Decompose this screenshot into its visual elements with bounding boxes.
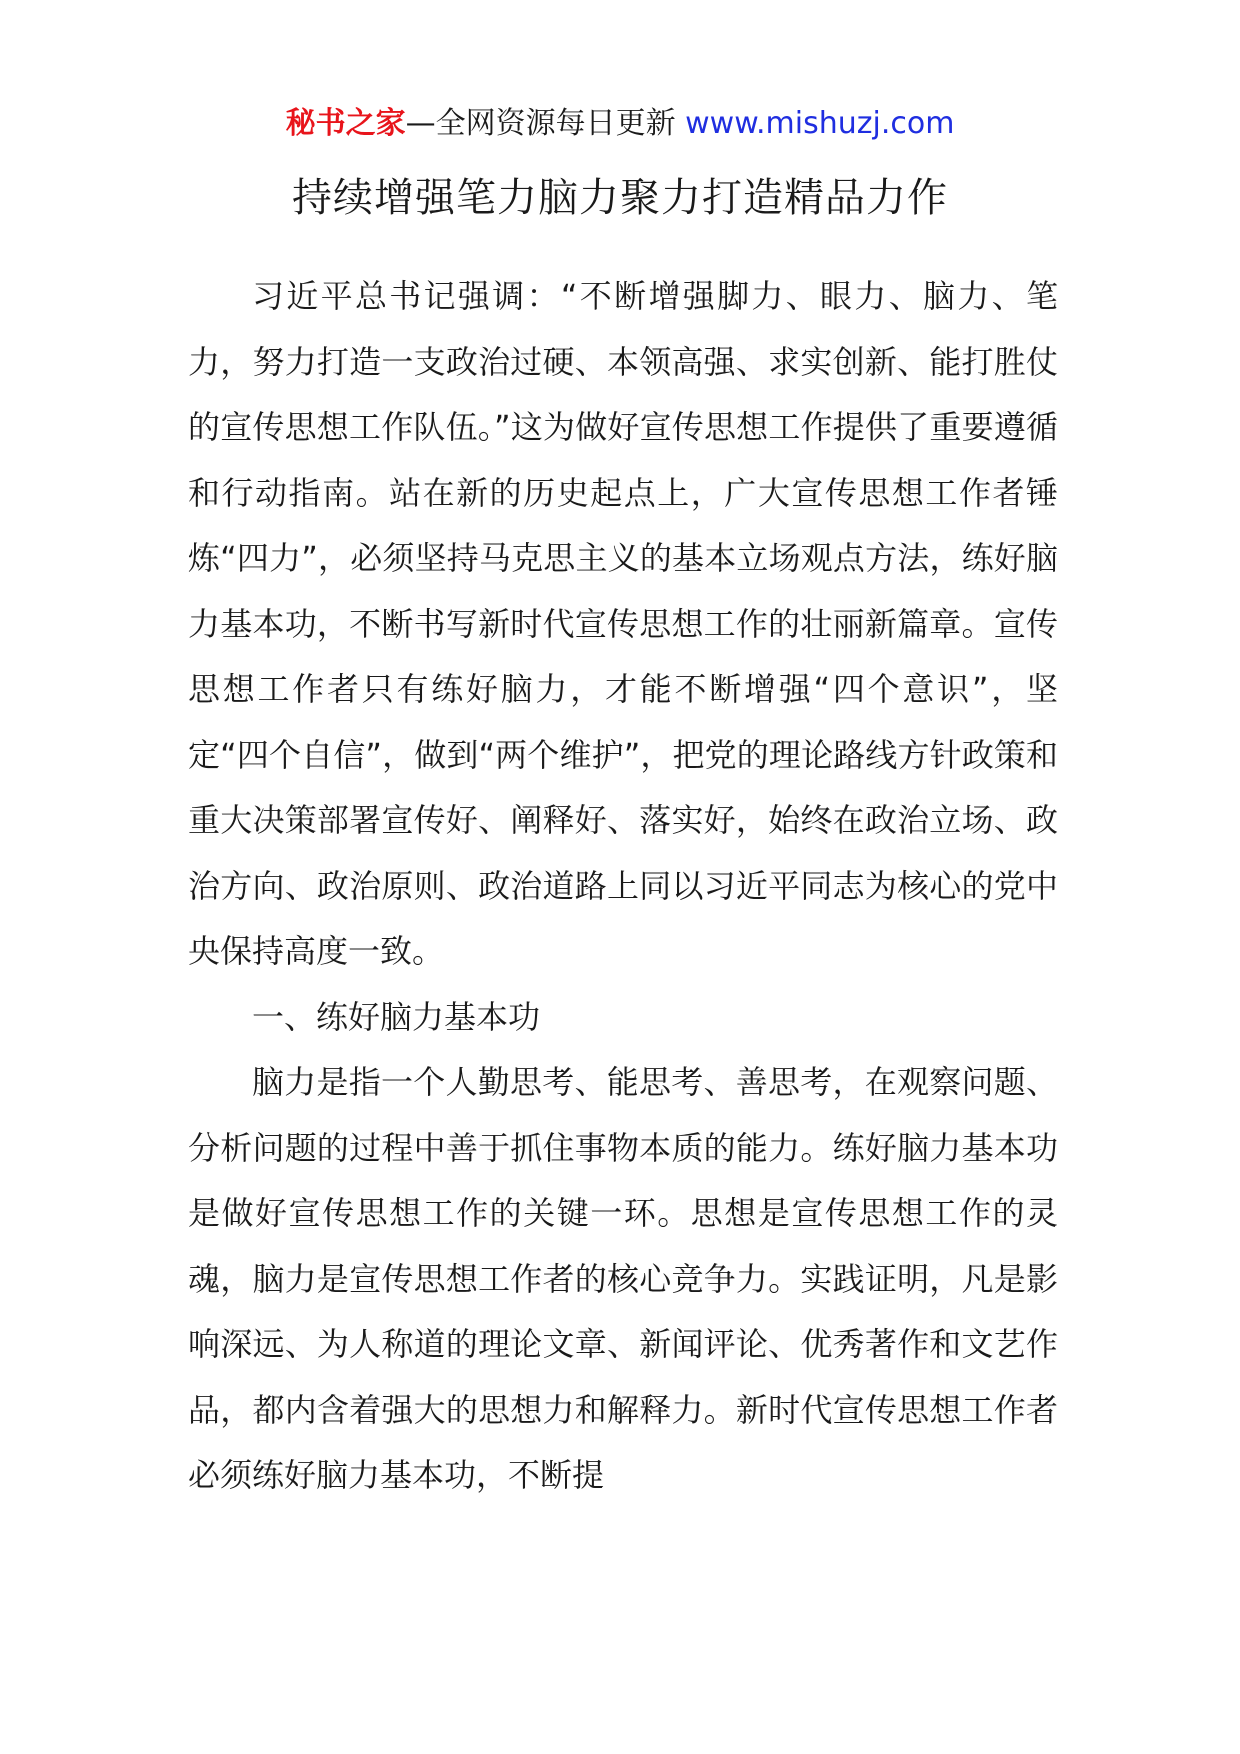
section-heading-1: 一、练好脑力基本功	[252, 997, 541, 1036]
site-banner	[0, 102, 1240, 146]
site-brand-name: 秘书之家	[285, 106, 406, 141]
paragraph-intro: 习近平总书记强调：“不断增强脚力、眼力、脑力、笔力，努力打造一支政治过硬、本领高强、求实创新、能打胜仗的宣传思想工作队伍。”这为做好宣传思想工作提供了重要遵循和行动指南。站在新的历史起点上，广大宣传思想工作者锤炼“四力”，必须坚持马克思主义的基本立场观点方法，练好脑力基本功，不断书写新时代宣传思想工作的壮丽新篇章。宣传思想工作者只有练好脑力，才能不断增强“四个意识”，坚定“四个自信”，做到“两个维护”，把党的理论路线方针政策和重大决策部署宣传好、阐释好、落实好，始终在政治立场、政治方向、政治原则、政治道路上同以习近平同志为核心的党中央保持高度一致。	[188, 277, 1058, 970]
document-body	[188, 264, 1058, 1509]
paragraph-section-1: 脑力是指一个人勤思考、能思考、善思考，在观察问题、分析问题的过程中善于抓住事物本质的能力。练好脑力基本功是做好宣传思想工作的关键一环。思想是宣传思想工作的灵魂，脑力是宣传思想工作者的核心竞争力。实践证明，凡是影响深远、为人称道的理论文章、新闻评论、优秀著作和文艺作品，都内含着强大的思想力和解释力。新时代宣传思想工作者必须练好脑力基本功，不断提	[188, 1063, 1058, 1494]
document-title: 持续增强笔力脑力聚力打造精品力作	[292, 175, 948, 221]
site-url-link[interactable]: www.mishuzj.com	[685, 106, 955, 141]
site-slogan: —全网资源每日更新	[405, 106, 686, 141]
